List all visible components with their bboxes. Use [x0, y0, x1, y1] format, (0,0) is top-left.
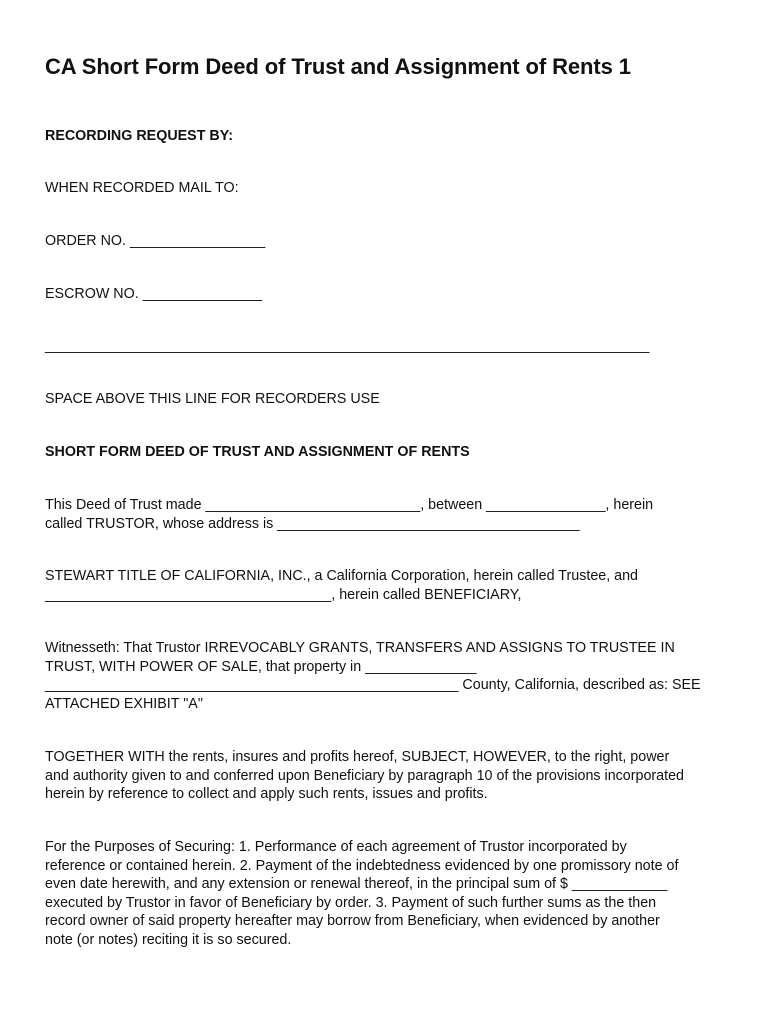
recorder-divider-line: ____________________________________________________________________________	[45, 338, 650, 354]
trustee-paragraph	[45, 567, 735, 604]
escrow-no-field: ESCROW NO. _______________	[45, 286, 262, 302]
order-no-field: ORDER NO. _________________	[45, 233, 266, 249]
paragraph-line: and authority given to and conferred upon Beneficiary by paragraph 10 of the provisions incorporated	[45, 767, 685, 784]
paragraph-line: herein by reference to collect and apply such rents, issues and profits.	[45, 786, 488, 802]
paragraph-line: TRUST, WITH POWER OF SALE, that property in ______________	[45, 658, 477, 675]
witnesseth-paragraph	[45, 639, 735, 713]
paragraph-line: Witnesseth: That Trustor IRREVOCABLY GRANTS, TRANSFERS AND ASSIGNS TO TRUSTEE IN	[45, 640, 675, 656]
paragraph-line: even date herewith, and any extension or renewal thereof, in the principal sum of $ ____________	[45, 876, 668, 892]
paragraph-line: ____________________________________, herein called BENEFICIARY,	[45, 586, 522, 603]
paragraph-line: ATTACHED EXHIBIT "A"	[45, 695, 203, 712]
paragraph-line: TOGETHER WITH the rents, insures and profits hereof, SUBJECT, HOWEVER, to the right, power	[45, 749, 670, 765]
document-title: CA Short Form Deed of Trust and Assignment of Rents 1	[45, 54, 631, 79]
paragraph-line: For the Purposes of Securing: 1. Performance of each agreement of Trustor incorporated by	[45, 839, 627, 855]
together-with-paragraph	[45, 748, 735, 804]
paragraph-line: STEWART TITLE OF CALIFORNIA, INC., a California Corporation, herein called Trustee, and	[45, 568, 639, 584]
deed-made-paragraph	[45, 496, 735, 533]
paragraph-line: This Deed of Trust made ___________________________, between _______________, herein	[45, 497, 654, 513]
paragraph-line: called TRUSTOR, whose address is ______________________________________	[45, 515, 580, 532]
purposes-paragraph	[45, 838, 735, 949]
paragraph-line: record owner of said property hereafter may borrow from Beneficiary, when evidenced by another	[45, 913, 660, 929]
paragraph-line: note (or notes) reciting it is so secured.	[45, 931, 292, 948]
paragraph-line: reference or contained herein. 2. Payment of the indebtedness evidenced by one promissory note of	[45, 857, 679, 874]
space-above-label: SPACE ABOVE THIS LINE FOR RECORDERS USE	[45, 391, 380, 407]
recording-request-label: RECORDING REQUEST BY:	[45, 128, 233, 144]
paragraph-line: ____________________________________________________ County, California, described as: SEE	[45, 677, 701, 693]
section-heading: SHORT FORM DEED OF TRUST AND ASSIGNMENT OF RENTS	[45, 444, 470, 460]
when-recorded-label: WHEN RECORDED MAIL TO:	[45, 180, 239, 196]
paragraph-line: executed by Trustor in favor of Beneficiary by order. 3. Payment of such further sums as the then	[45, 894, 657, 911]
